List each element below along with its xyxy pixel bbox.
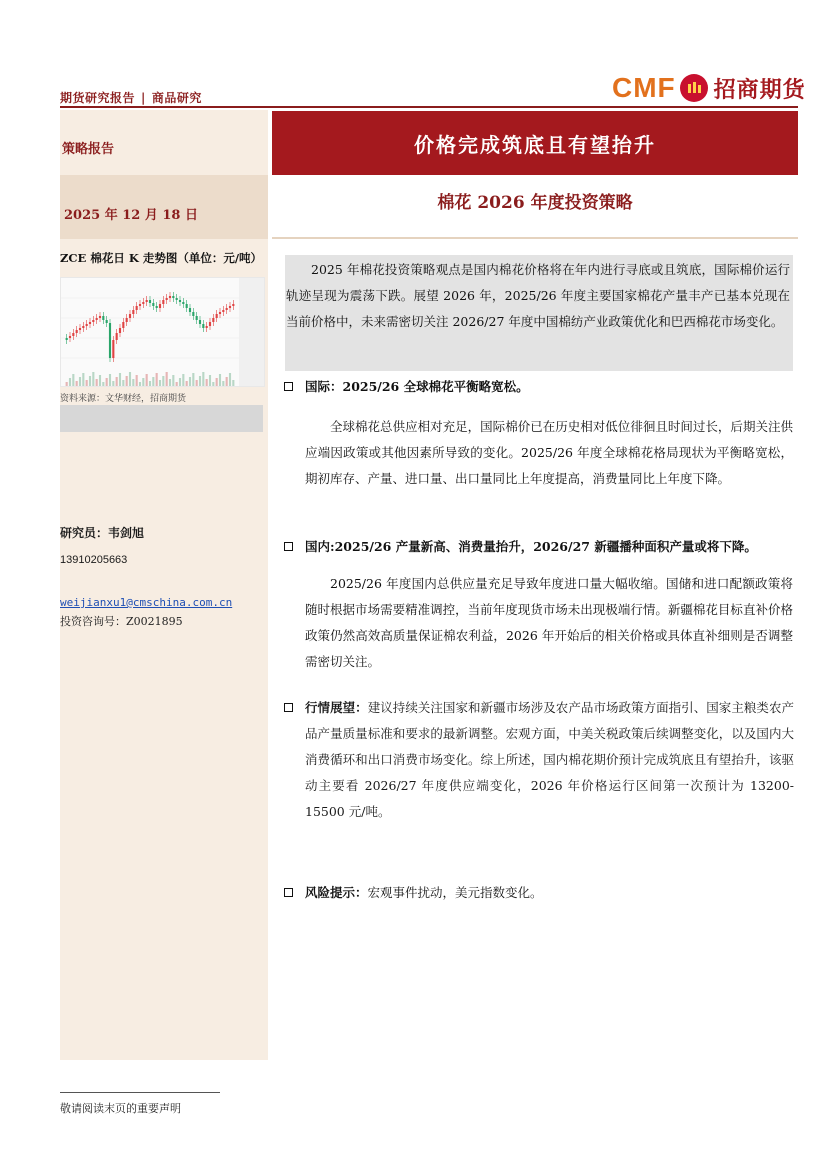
bullet-international [284, 377, 529, 395]
volume-bar [92, 372, 94, 386]
volume-bar [159, 380, 161, 386]
source-bar [60, 405, 263, 432]
candle-body [92, 320, 94, 322]
volume-bar [232, 380, 234, 386]
checkbox-bullet-icon [284, 542, 293, 551]
candle-body [162, 300, 164, 304]
bullet-domestic-title: 国内:2025/26 产量新高、消费量抬升，2026/27 新疆播种面积产量或将下降。 [305, 539, 757, 554]
volume-bar [186, 381, 188, 386]
candle-body [159, 304, 161, 308]
volume-bar [146, 374, 148, 386]
volume-bar [122, 380, 124, 386]
candle-body [89, 322, 91, 324]
volume-bar [116, 377, 118, 386]
candle-body [119, 328, 121, 333]
candle-body [99, 316, 101, 318]
volume-bar [142, 378, 144, 386]
summary-text: 2025 年棉花投资策略观点是国内棉花价格将在年内进行寻底或且筑底，国际棉价运行轨迹呈现为震荡下跌。展望 2026 年，2025/26 年度主要国家棉花产量丰产已基本兑现在当前价格中，未来需密切关注 2026/27 年度中国棉纺产业政策优化和巴西棉花市场变化。 [286, 262, 790, 329]
report-section: 期货研究报告 [60, 91, 136, 105]
candle-body [156, 306, 158, 308]
candle-body [179, 300, 181, 302]
candle-body [82, 326, 84, 328]
volume-bar [206, 379, 208, 386]
candle-body [202, 324, 204, 328]
candle-body [142, 302, 144, 304]
candle-body [232, 304, 234, 306]
candle-body [189, 308, 191, 312]
candle-body [172, 296, 174, 298]
bullet-outlook [284, 695, 794, 825]
analyst-name: 研究员：韦剑旭 [60, 526, 145, 540]
analyst-cert: 投资咨询号：Z0021895 [60, 615, 183, 628]
volume-bar [169, 379, 171, 386]
volume-bar [152, 377, 154, 386]
candle-body [96, 318, 98, 320]
candle-body [146, 300, 148, 302]
volume-bar [132, 379, 134, 386]
volume-bar [216, 378, 218, 386]
candle-body [76, 330, 78, 333]
chart-title: ZCE 棉花日 K 走势图（单位：元/吨） [60, 251, 263, 265]
candle-body [79, 328, 81, 330]
volume-bar [82, 373, 84, 386]
candle-body [229, 306, 231, 308]
volume-bar [72, 374, 74, 386]
volume-bar [109, 374, 111, 386]
volume-bar [156, 373, 158, 386]
volume-bar [222, 381, 224, 386]
candle-body [139, 304, 141, 306]
report-header-left [60, 89, 202, 106]
volume-bar [126, 376, 128, 386]
volume-bar [66, 382, 68, 386]
candle-body [226, 308, 228, 310]
candle-body [216, 314, 218, 318]
candle-body [192, 312, 194, 316]
bullet-domestic-body: 2025/26 年度国内总供应量充足导致年度进口量大幅收缩。国储和进口配额政策将随时根据市场需要精准调控，当前年度现货市场未出现极端行情。新疆棉花目标直补价格政策仍然高效高质量保证棉农利益，2026 年开始后的相关价格或具体直补细则是否调整需密切关注。 [305, 576, 793, 669]
candle-body [109, 323, 111, 358]
header-separator: | [141, 91, 146, 105]
volume-bar [89, 376, 91, 386]
volume-bar [189, 377, 191, 386]
volume-bar [226, 377, 228, 386]
candle-body [206, 326, 208, 328]
candle-body [166, 298, 168, 300]
volume-bar [182, 374, 184, 386]
volume-bar [119, 373, 121, 386]
volume-bar [212, 382, 214, 386]
volume-bar [192, 373, 194, 386]
candle-body [196, 316, 198, 320]
chart-source: 资料来源：文华财经，招商期货 [60, 394, 187, 404]
volume-bar [179, 378, 181, 386]
volume-bar [176, 382, 178, 386]
candle-body [106, 320, 108, 323]
volume-bar [162, 376, 164, 386]
logo-emblem-icon [680, 74, 708, 102]
bullet-domestic [284, 537, 757, 555]
bullet-risk [284, 883, 543, 901]
checkbox-bullet-icon [284, 703, 293, 712]
footer-disclaimer: 敬请阅读末页的重要声明 [60, 1102, 181, 1115]
volume-bar [112, 381, 114, 386]
candle-body [152, 303, 154, 306]
volume-bar [136, 375, 138, 386]
volume-bar [149, 381, 151, 386]
candle-body [72, 333, 74, 336]
candle-body [219, 312, 221, 314]
candle-body [102, 316, 104, 320]
bullet-international-body: 全球棉花总供应相对充足，国际棉价已在历史相对低位徘徊且时间过长，后期关注供应端因政策或其他因素所导致的变化。2025/26 年度全球棉花格局现状为平衡略宽松，期初库存、产量、进口量、出口量同比上年度提高，消费量同比上年度下降。 [305, 419, 793, 486]
volume-bar [86, 380, 88, 386]
main-title: 价格完成筑底且有望抬升 [414, 132, 656, 157]
candle-body [222, 310, 224, 312]
bullet-outlook-body: 建议持续关注国家和新疆市场涉及农产品市场政策方面指引、国家主粮类农产品产量质量标准和要求的最新调整。宏观方面，中美关税政策后续调整变化，以及国内大消费循环和出口消费市场变化。综上所述，国内棉花期价预计完成筑底且有望抬升，该驱动主要看 2026/27 年度供应端变化，2026 年价格运行区间第一次预计为 13200-15500 元/吨。 [305, 700, 794, 819]
candle-body [176, 298, 178, 300]
candle-body [122, 322, 124, 328]
logo-cmf-text: CMF [612, 72, 676, 103]
candle-body [66, 338, 68, 340]
title-divider [272, 237, 798, 239]
volume-bar [166, 372, 168, 386]
candle-body [209, 322, 211, 326]
company-logo [612, 72, 806, 104]
volume-bar [202, 372, 204, 386]
analyst-email-link[interactable]: weijianxu1@cmschina.com.cn [60, 596, 233, 609]
candle-body [69, 336, 71, 338]
volume-bar [219, 374, 221, 386]
candle-body [186, 304, 188, 308]
volume-bar [129, 372, 131, 386]
candle-body [86, 324, 88, 326]
candle-body [132, 310, 134, 314]
report-category: 商品研究 [151, 91, 202, 105]
candle-body [126, 318, 128, 322]
candle-body [212, 318, 214, 322]
cotton-kline-chart [60, 277, 265, 387]
candle-body [129, 314, 131, 318]
volume-bar [99, 375, 101, 386]
volume-bar [69, 378, 71, 386]
checkbox-bullet-icon [284, 382, 293, 391]
volume-bar [102, 382, 104, 386]
analyst-phone: 13910205663 [60, 554, 128, 566]
chart-axis-strip [239, 278, 264, 386]
kline-image [61, 278, 264, 386]
report-type: 策略报告 [62, 142, 115, 157]
volume-bar [196, 380, 198, 386]
bullet-risk-label: 风险提示： [305, 885, 368, 900]
candle-body [136, 306, 138, 310]
bullet-risk-body: 宏观事件扰动，美元指数变化。 [367, 885, 543, 900]
header-divider [60, 106, 798, 108]
report-date: 2025 年 12 月 18 日 [64, 208, 198, 223]
candle-body [169, 296, 171, 298]
logo-cn-text: 招商期货 [713, 76, 806, 103]
bullet-international-title: 国际：2025/26 全球棉花平衡略宽松。 [305, 379, 529, 394]
candle-body [199, 320, 201, 324]
volume-bar [209, 375, 211, 386]
volume-bar [79, 377, 81, 386]
volume-bar [229, 373, 231, 386]
volume-bar [76, 381, 78, 386]
volume-bar [139, 382, 141, 386]
volume-bar [199, 376, 201, 386]
volume-bar [172, 375, 174, 386]
candle-body [182, 302, 184, 304]
bullet-outlook-label: 行情展望： [305, 700, 368, 715]
candle-body [116, 333, 118, 340]
footer-divider [60, 1092, 220, 1093]
volume-bar [106, 378, 108, 386]
candle-body [149, 300, 151, 303]
volume-bar [96, 379, 98, 386]
sub-title: 棉花 2026 年度投资策略 [437, 193, 633, 213]
checkbox-bullet-icon [284, 888, 293, 897]
candle-body [112, 340, 114, 358]
